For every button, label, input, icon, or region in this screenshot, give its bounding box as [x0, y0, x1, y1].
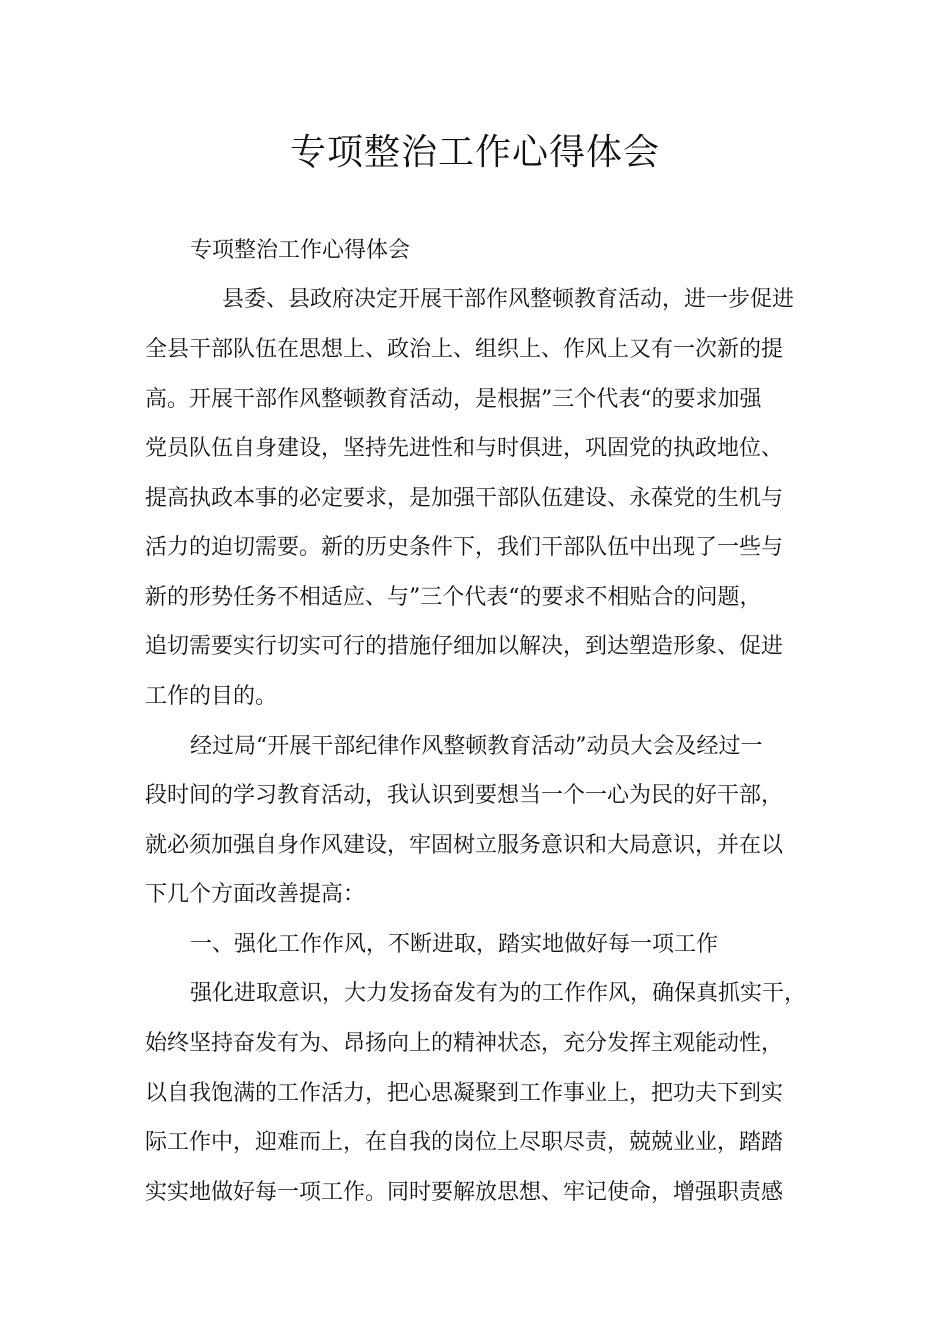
text-line: 全县干部队伍在思想上、政治上、组织上、作风上又有一次新的提	[145, 337, 784, 362]
text-line: 追切需要实行切实可行的措施仔细加以解决，到达塑造形象、促进	[145, 634, 784, 659]
text-line: 强化进取意识，大力发扬奋发有为的工作作风，确保真抓实干，	[190, 981, 807, 1006]
text-line: 就必须加强自身作风建设，牢固树立服务意识和大局意识，并在以	[145, 833, 784, 858]
text-line: 工作的目的。	[145, 684, 278, 709]
text-line: 际工作中，迎难而上，在自我的岗位上尽职尽责，兢兢业业，踏踏	[145, 1130, 784, 1155]
subtitle-line: 专项整治工作心得体会	[190, 238, 411, 263]
text-line: 高。开展干部作风整顿教育活动，是根据”三个代表“的要求加强	[145, 387, 762, 412]
text-line: 经过局“开展干部纪律作风整顿教育活动”动员大会及经过一	[190, 734, 763, 759]
text-line: 活力的迫切需要。新的历史条件下，我们干部队伍中出现了一些与	[145, 535, 784, 560]
text-line: 始终坚持奋发有为、昂扬向上的精神状态，充分发挥主观能动性，	[145, 1031, 784, 1056]
text-line: 新的形势任务不相适应、与”三个代表“的要求不相贴合的问题，	[145, 585, 762, 610]
document-title: 专项整治工作心得体会	[289, 132, 660, 173]
text-line: 下几个方面改善提高：	[145, 882, 366, 907]
text-line: 党员队伍自身建设，坚持先进性和与时俱进，巩固党的执政地位、	[145, 436, 784, 461]
text-line: 县委、县政府决定开展干部作风整顿教育活动，进一步促进	[222, 287, 795, 312]
text-line: 提高执政本事的必定要求，是加强干部队伍建设、永葆党的生机与	[145, 486, 784, 511]
text-line: 实实地做好每一项工作。同时要解放思想、牢记使命，增强职责感	[145, 1180, 784, 1205]
text-line: 以自我饱满的工作活力，把心思凝聚到工作事业上，把功夫下到实	[145, 1081, 784, 1106]
text-line: 段时间的学习教育活动，我认识到要想当一个一心为民的好干部，	[145, 783, 784, 808]
section-heading: 一、强化工作作风，不断进取，踏实地做好每一项工作	[190, 932, 719, 957]
